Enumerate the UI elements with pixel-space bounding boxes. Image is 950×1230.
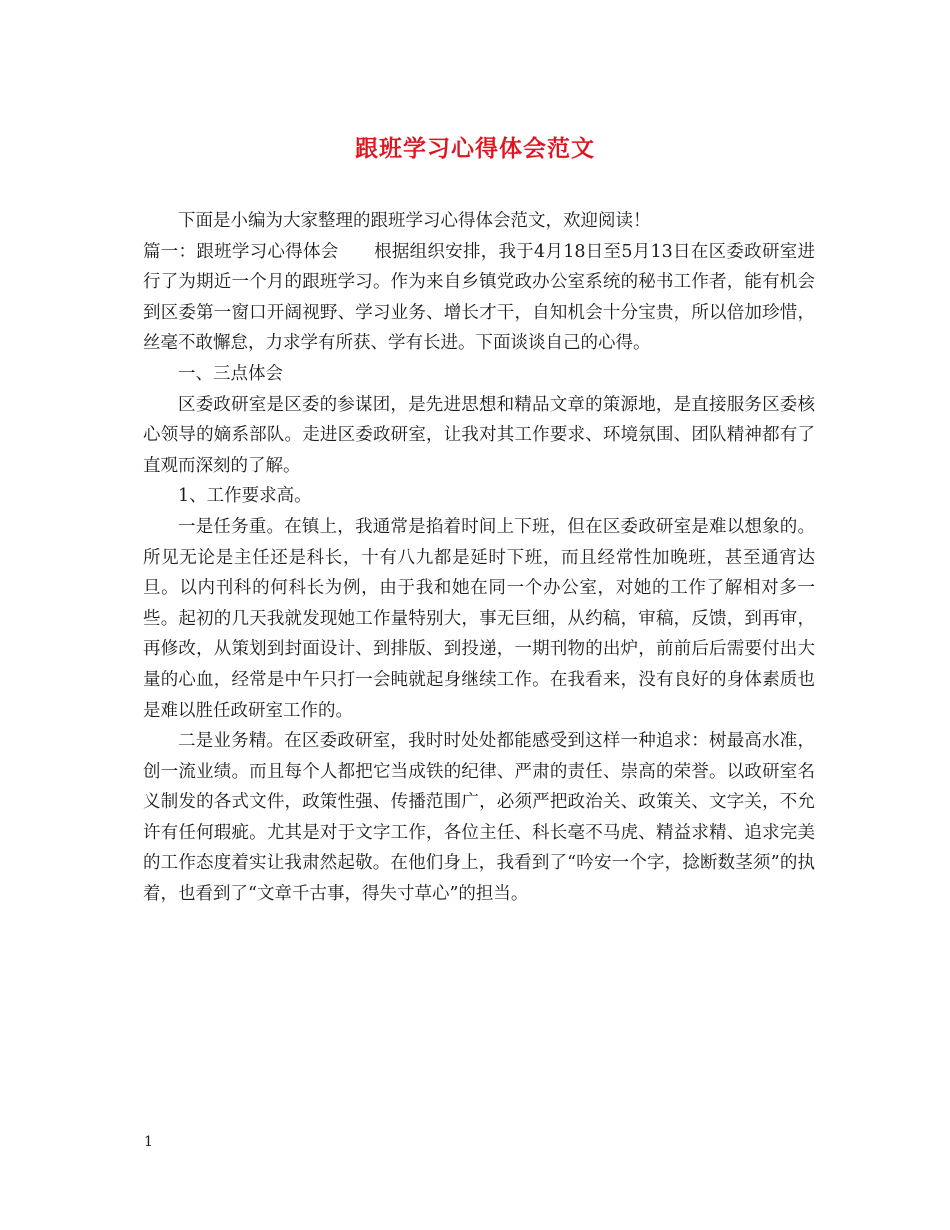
paragraph-refined-skills: 二是业务精。在区委政研室，我时时处处都能感受到这样一种追求：树最高水准，创一流业绩。而且每个人都把它当成铁的纪律、严肃的责任、崇高的荣誉。以政研室名义制发的各式文件，政策性强、传播范围广，必须严把政治关、政策关、文字关，不允许有任何瑕疵。尤其是对于文字工作，各位主任、科长毫不马虎、精益求精、追求完美的工作态度着实让我肃然起敬。在他们身上，我看到了“吟安一个字，捻断数茎须”的执着，也看到了“文章千古事，得失寸草心”的担当。 [143, 731, 815, 905]
document-title: 跟班学习心得体会范文 [355, 135, 595, 162]
section-heading-three-points: 一、三点体会 [178, 363, 283, 384]
paragraph-heavy-tasks: 一是任务重。在镇上，我通常是掐着时间上下班，但在区委政研室是难以想象的。所见无论是主任还是科长，十有八九都是延时下班，而且经常性加晚班，甚至通宵达旦。以内刊科的何科长为例，由于我和她在同一个办公室，对她的工作了解相对多一些。起初的几天我就发现她工作量特别大，事无巨细，从约稿，审稿，反馈，到再审，再修改，从策划到封面设计、到排版、到投递，一期刊物的出炉，前前后后需要付出大量的心血，经常是中午只打一会盹就起身继续工作。在我看来，没有良好的身体素质也是难以胜任政研室工作的。 [143, 516, 815, 721]
page-number: 1 [144, 1134, 153, 1150]
paragraph-part-one: 篇一：跟班学习心得体会 根据组织安排，我于4月18日至5月13日在区委政研室进行了为期近一个月的跟班学习。作为来自乡镇党政办公室系统的秘书工作者，能有机会到区委第一窗口开阔视野、学习业务、增长才干，自知机会十分宝贵，所以倍加珍惜，丝毫不敢懈怠，力求学有所获、学有长进。下面谈谈自己的心得。 [143, 241, 815, 354]
paragraph-office-intro: 区委政研室是区委的参谋团，是先进思想和精品文章的策源地，是直接服务区委核心领导的嫡系部队。走进区委政研室，让我对其工作要求、环境氛围、团队精神都有了直观而深刻的了解。 [143, 394, 815, 476]
subheading-work-requirements: 1、工作要求高。 [178, 486, 312, 507]
document-body [143, 206, 815, 910]
paragraph-intro: 下面是小编为大家整理的跟班学习心得体会范文，欢迎阅读！ [178, 211, 651, 231]
